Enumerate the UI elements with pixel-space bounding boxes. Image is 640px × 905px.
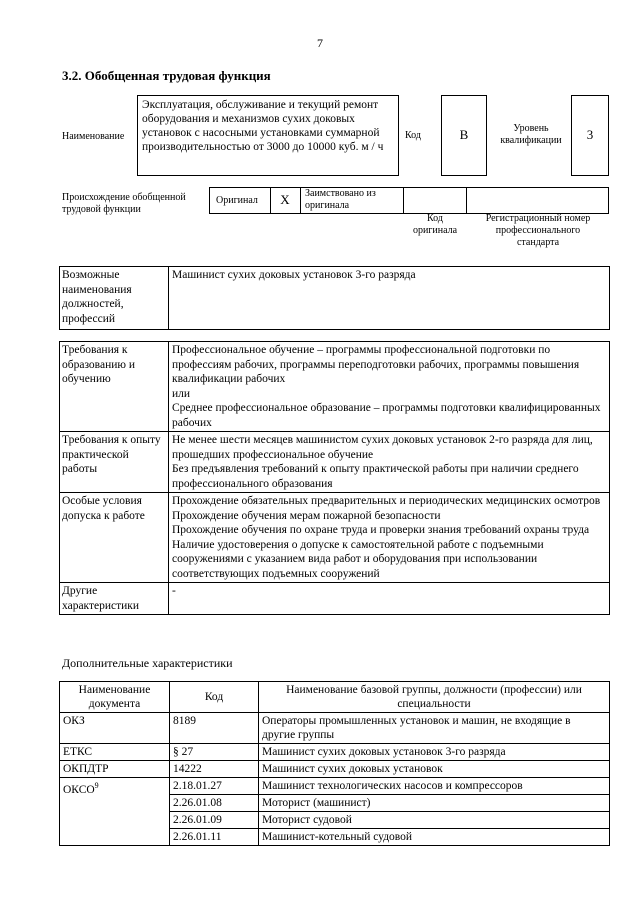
level-value-box — [571, 95, 609, 176]
function-name: Эксплуатация, обслуживание и текущий ремонт оборудования и механизмов сухих доковых установок с насосными установками суммарной производительностью от 3000 до 10000 куб. м / ч — [142, 99, 384, 153]
table-row — [60, 744, 610, 761]
row-name: Операторы промышленных установок и машин, не входящие в другие группы — [259, 713, 610, 744]
code-original-caption: Код оригинала — [412, 213, 458, 236]
row-code: § 27 — [170, 744, 259, 761]
row-code: 2.26.01.11 — [170, 829, 259, 846]
origin-row — [209, 187, 609, 214]
requirement-label: Особые условия допуска к работе — [60, 493, 169, 583]
table-row — [60, 778, 610, 795]
requirement-line: Наличие удостоверения о допуске к самостоятельной работе с подъемными сооружениями с указанием вида работ и оборудования при использовании соответствующих подъемных сооружений — [172, 538, 544, 580]
origin-label: Происхождение обобщенной трудовой функции — [62, 192, 186, 215]
row-doc: ОКПДТР — [60, 761, 170, 778]
col-header-name: Наименование базовой группы, должности (профессии) или специальности — [259, 682, 610, 713]
borrowed-label: Заимствовано из оригинала — [305, 188, 376, 211]
row-code: 8189 — [170, 713, 259, 744]
positions-value: Машинист сухих доковых установок 3-го разряда — [169, 267, 610, 330]
requirement-label: Другие характеристики — [60, 583, 169, 615]
col-header-doc: Наименование документа — [60, 682, 170, 713]
positions-table — [59, 266, 610, 330]
origin-divider-3 — [403, 187, 404, 214]
requirement-line: Профессиональное обучение – программы профессиональной подготовки по профессиям рабочих, программы переподготовки рабочих, программы повышения квалификации рабочих — [172, 344, 580, 385]
row-doc: ЕТКС — [60, 744, 170, 761]
requirement-row-other — [60, 583, 610, 615]
row-doc-text: ОКСО — [63, 783, 95, 796]
requirement-line: Не менее шести месяцев машинистом сухих доковых установок 2-го разряда для лиц, прошедших профессиональное обучение — [172, 434, 593, 461]
section-title: 3.2. Обобщенная трудовая функция — [62, 68, 271, 83]
requirement-content — [169, 342, 610, 432]
requirements-table — [59, 341, 610, 615]
row-doc: ОКЗ — [60, 713, 170, 744]
code-label: Код — [405, 130, 421, 141]
row-code: 2.26.01.08 — [170, 795, 259, 812]
original-label: Оригинал — [216, 195, 258, 206]
level-label: Уровень квалификации — [500, 123, 562, 146]
function-name-box — [137, 95, 399, 176]
requirement-line: Без предъявления требований к опыту практической работы при наличии среднего профессионального образования — [172, 463, 579, 490]
requirement-row-experience — [60, 432, 610, 493]
name-label: Наименование — [62, 131, 125, 142]
level-value: 3 — [586, 127, 594, 142]
page-number: 7 — [317, 36, 323, 50]
row-name: Машинист сухих доковых установок 3-го разряда — [259, 744, 610, 761]
requirement-line: Прохождение обучения мерам пожарной безопасности — [172, 509, 441, 522]
row-code: 2.26.01.09 — [170, 812, 259, 829]
requirement-label: Требования к образованию и обучению — [60, 342, 169, 432]
code-value: B — [459, 127, 469, 142]
requirement-line: или — [172, 387, 191, 400]
extra-table — [59, 681, 610, 846]
row-name: Машинист технологических насосов и компрессоров — [259, 778, 610, 795]
row-name: Машинист-котельный судовой — [259, 829, 610, 846]
row-name: Моторист судовой — [259, 812, 610, 829]
row-doc — [60, 778, 170, 846]
table-row — [60, 761, 610, 778]
requirement-content — [169, 493, 610, 583]
table-row — [60, 713, 610, 744]
row-name: Моторист (машинист) — [259, 795, 610, 812]
requirement-content — [169, 432, 610, 493]
extra-header-row — [60, 682, 610, 713]
positions-label: Возможные наименования должностей, профессий — [60, 267, 169, 330]
col-header-code: Код — [170, 682, 259, 713]
origin-divider-2 — [300, 187, 301, 214]
origin-divider-4 — [466, 187, 467, 214]
row-code: 2.18.01.27 — [170, 778, 259, 795]
reg-number-caption: Регистрационный номер профессионального стандарта — [485, 213, 591, 248]
requirement-line: Прохождение обучения по охране труда и проверки знания требований охраны труда — [172, 524, 590, 536]
requirement-line: Среднее профессиональное образование – программы подготовки квалифицированных рабочих — [172, 402, 601, 429]
requirement-content — [169, 583, 610, 615]
code-value-box — [441, 95, 487, 176]
requirement-label: Требования к опыту практической работы — [60, 432, 169, 493]
requirement-line: Прохождение обязательных предварительных и периодических медицинских осмотров — [172, 495, 601, 507]
extra-title: Дополнительные характеристики — [62, 656, 233, 670]
requirement-row-admission — [60, 493, 610, 583]
requirement-line: - — [172, 585, 176, 597]
row-code: 14222 — [170, 761, 259, 778]
footnote-mark: 9 — [94, 781, 99, 790]
row-name: Машинист сухих доковых установок — [259, 761, 610, 778]
original-mark: X — [280, 192, 290, 207]
requirement-row-education — [60, 342, 610, 432]
